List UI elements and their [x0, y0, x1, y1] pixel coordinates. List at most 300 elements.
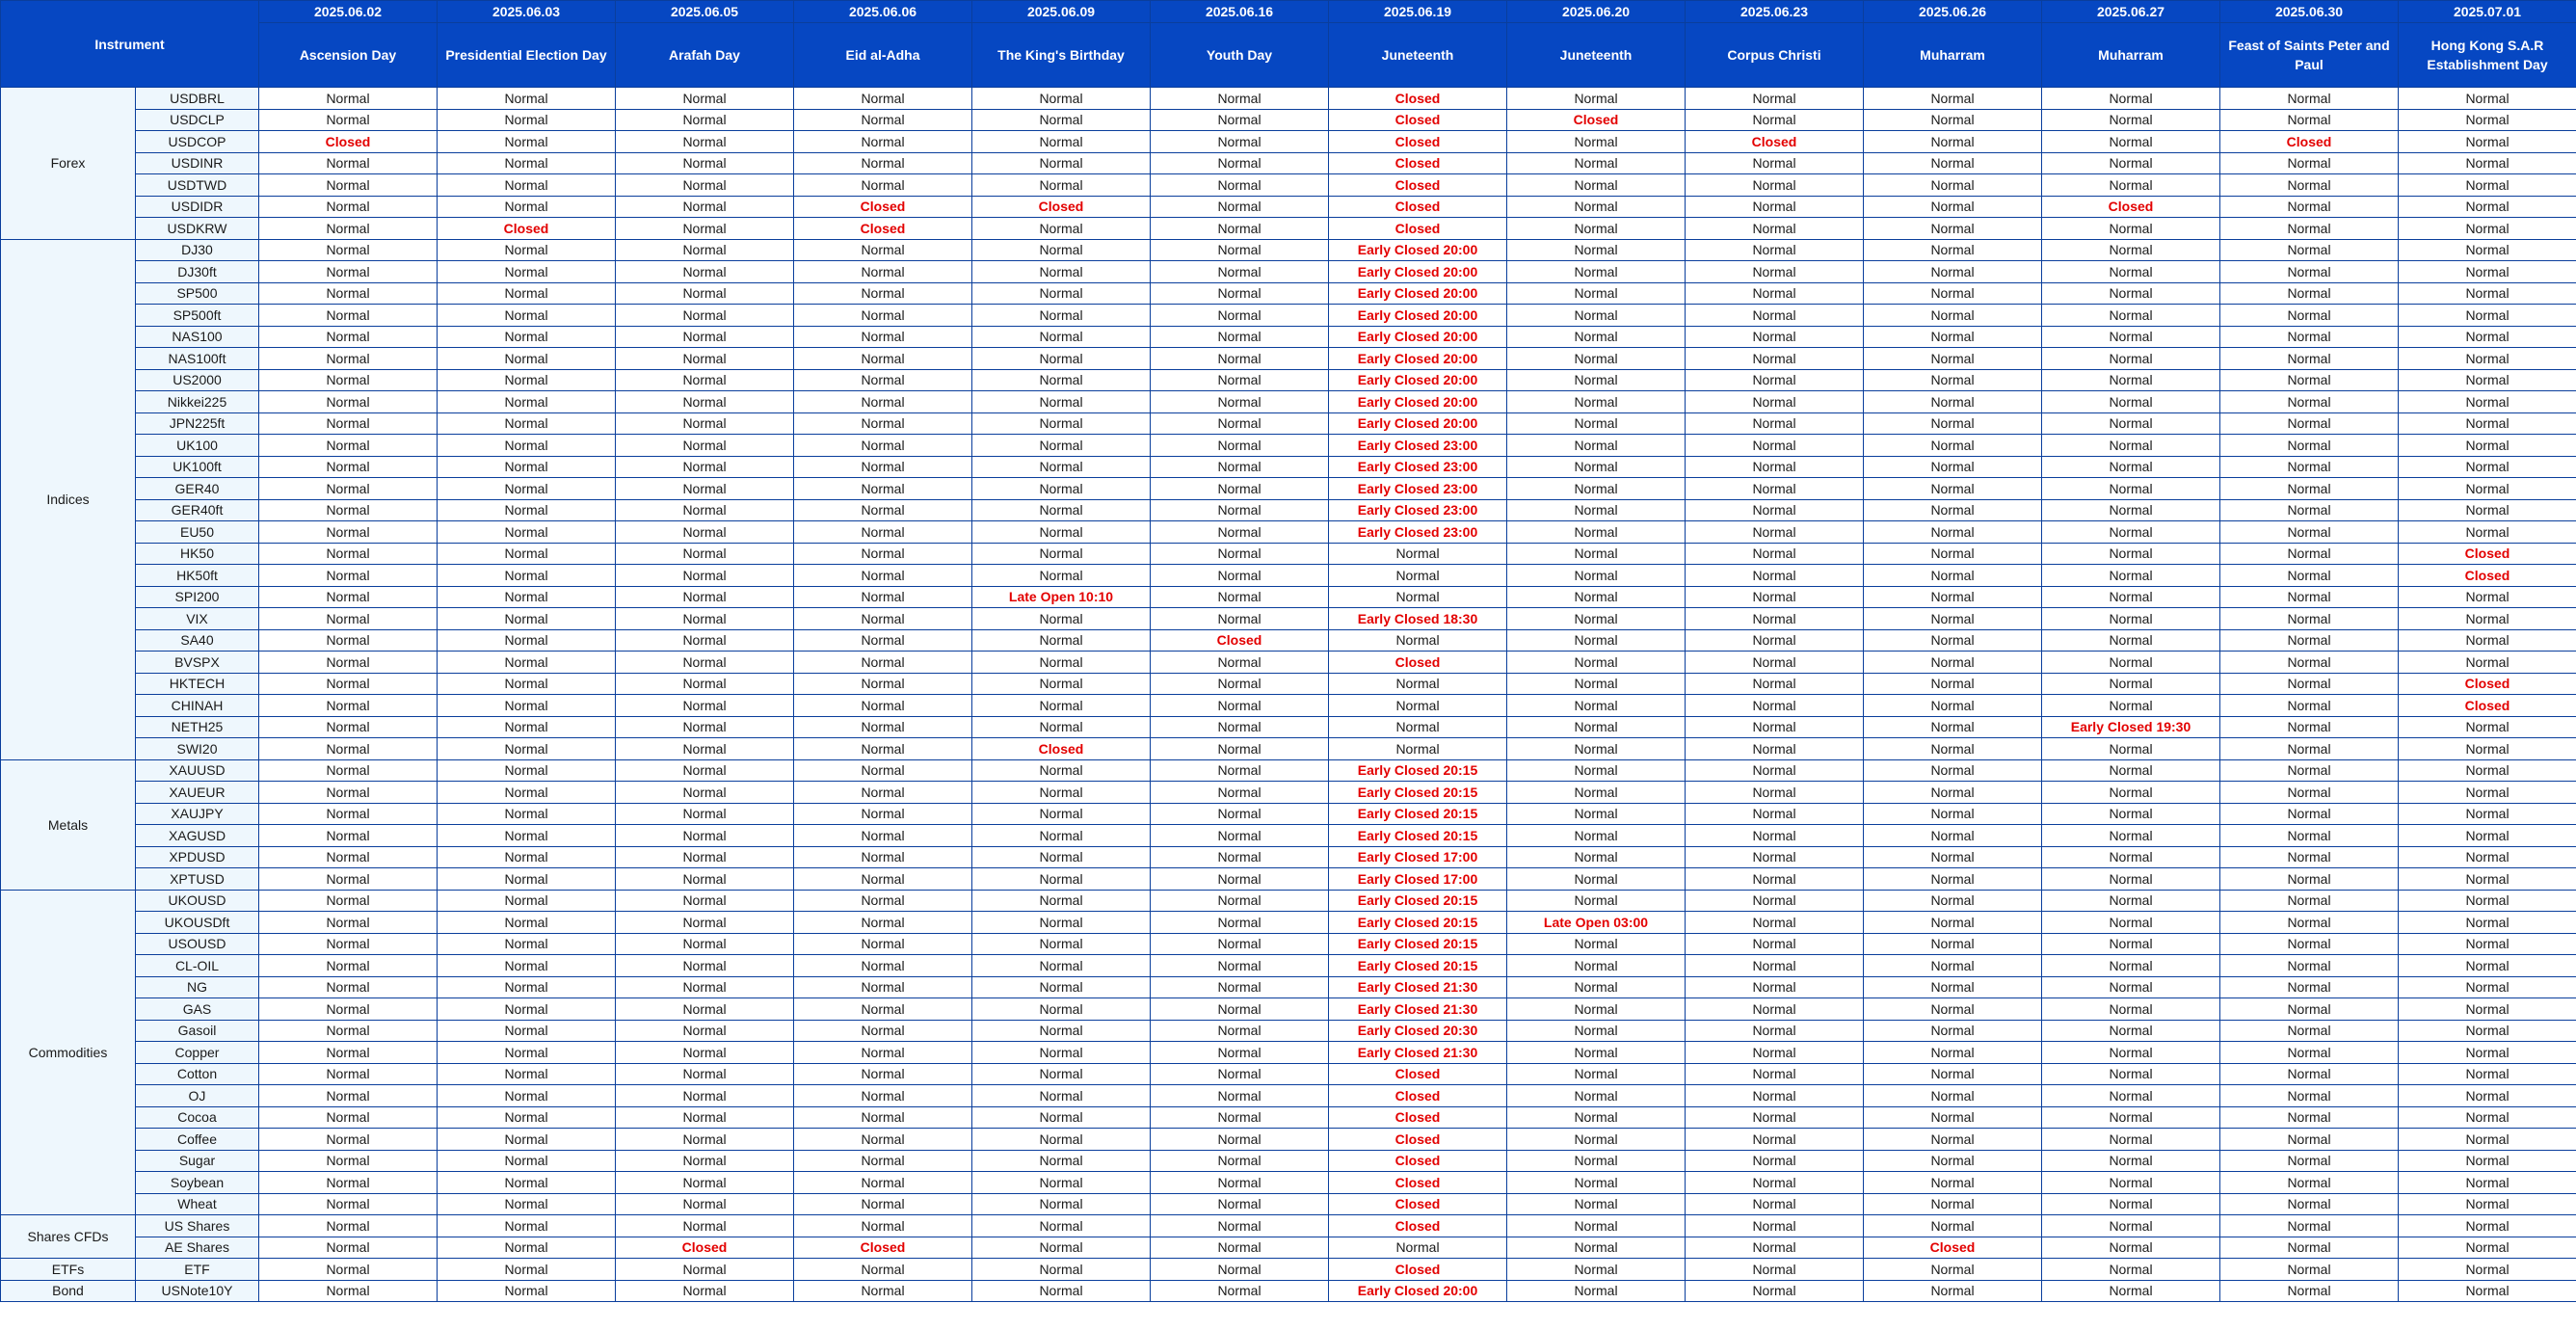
table-row	[1, 825, 2576, 847]
status-cell: Normal	[2399, 239, 2576, 261]
instrument-cell: VIX	[136, 608, 259, 630]
status-cell: Normal	[1686, 738, 1864, 760]
status-cell: Normal	[2220, 825, 2399, 847]
status-cell: Normal	[1507, 586, 1686, 608]
status-cell: Normal	[1864, 998, 2042, 1021]
status-cell: Normal	[1151, 109, 1329, 131]
status-cell: Normal	[2042, 1215, 2220, 1237]
date-header: 2025.07.01	[2399, 1, 2576, 23]
status-cell: Normal	[616, 196, 794, 218]
status-cell: Normal	[616, 759, 794, 782]
status-cell-alert: Early Closed 23:00	[1329, 435, 1507, 457]
status-cell: Normal	[2399, 435, 2576, 457]
status-cell: Normal	[1507, 955, 1686, 977]
status-cell: Normal	[1864, 499, 2042, 521]
instrument-cell: GER40	[136, 478, 259, 500]
status-cell: Normal	[1864, 652, 2042, 674]
status-cell: Normal	[1151, 759, 1329, 782]
status-cell: Normal	[1151, 305, 1329, 327]
status-cell: Normal	[2399, 348, 2576, 370]
instrument-cell: SPI200	[136, 586, 259, 608]
status-cell-alert: Closed	[2042, 196, 2220, 218]
status-cell-alert: Early Closed 21:30	[1329, 998, 1507, 1021]
status-cell: Normal	[259, 1129, 438, 1151]
status-cell: Normal	[2220, 759, 2399, 782]
status-cell: Normal	[2220, 1259, 2399, 1281]
status-cell: Normal	[794, 1150, 972, 1172]
table-row	[1, 218, 2576, 240]
status-cell: Normal	[1507, 305, 1686, 327]
category-label: Forex	[1, 88, 136, 240]
status-cell: Normal	[2042, 174, 2220, 197]
status-cell: Normal	[794, 152, 972, 174]
status-cell: Normal	[1151, 846, 1329, 868]
status-cell: Normal	[1151, 803, 1329, 825]
status-cell: Normal	[972, 912, 1151, 934]
status-cell: Normal	[794, 1172, 972, 1194]
status-cell: Normal	[1507, 846, 1686, 868]
status-cell: Normal	[1864, 629, 2042, 652]
status-cell: Normal	[1864, 759, 2042, 782]
date-header: 2025.06.30	[2220, 1, 2399, 23]
status-cell: Normal	[2042, 652, 2220, 674]
status-cell: Normal	[1151, 499, 1329, 521]
status-cell: Normal	[616, 933, 794, 955]
status-cell: Normal	[1686, 1020, 1864, 1042]
status-cell-alert: Early Closed 18:30	[1329, 608, 1507, 630]
status-cell: Normal	[2220, 782, 2399, 804]
status-cell: Normal	[2220, 652, 2399, 674]
status-cell: Normal	[1507, 1172, 1686, 1194]
status-cell: Normal	[259, 1020, 438, 1042]
status-cell: Normal	[2042, 261, 2220, 283]
status-cell: Normal	[2042, 456, 2220, 478]
date-header: 2025.06.09	[972, 1, 1151, 23]
status-cell: Normal	[438, 412, 616, 435]
status-cell-alert: Closed	[1329, 1172, 1507, 1194]
status-cell: Normal	[1151, 174, 1329, 197]
status-cell: Normal	[1329, 716, 1507, 738]
status-cell: Normal	[1151, 435, 1329, 457]
status-cell: Normal	[1507, 1150, 1686, 1172]
table-row	[1, 348, 2576, 370]
status-cell: Normal	[616, 499, 794, 521]
status-cell: Normal	[1686, 478, 1864, 500]
status-cell: Normal	[1686, 412, 1864, 435]
status-cell: Normal	[1507, 456, 1686, 478]
status-cell: Normal	[794, 478, 972, 500]
status-cell: Normal	[259, 109, 438, 131]
status-cell: Normal	[1507, 1020, 1686, 1042]
status-cell: Normal	[1507, 629, 1686, 652]
status-cell: Normal	[794, 1042, 972, 1064]
status-cell-alert: Closed	[1329, 1215, 1507, 1237]
status-cell: Normal	[794, 1106, 972, 1129]
status-cell: Normal	[2220, 499, 2399, 521]
status-cell: Normal	[616, 348, 794, 370]
status-cell: Normal	[1864, 890, 2042, 912]
status-cell: Normal	[1864, 1106, 2042, 1129]
date-header: 2025.06.06	[794, 1, 972, 23]
status-cell: Normal	[259, 738, 438, 760]
status-cell: Normal	[972, 1237, 1151, 1259]
status-cell: Normal	[2220, 912, 2399, 934]
status-cell: Normal	[259, 955, 438, 977]
table-row	[1, 131, 2576, 153]
status-cell: Normal	[794, 846, 972, 868]
status-cell: Normal	[972, 348, 1151, 370]
status-cell-alert: Closed	[616, 1237, 794, 1259]
status-cell: Normal	[1507, 652, 1686, 674]
status-cell: Normal	[438, 131, 616, 153]
status-cell: Normal	[2399, 1063, 2576, 1085]
status-cell: Normal	[616, 1172, 794, 1194]
status-cell: Normal	[438, 282, 616, 305]
status-cell: Normal	[259, 348, 438, 370]
category-label: Bond	[1, 1280, 136, 1302]
status-cell: Normal	[972, 1020, 1151, 1042]
status-cell: Normal	[616, 803, 794, 825]
status-cell: Normal	[972, 673, 1151, 695]
status-cell: Normal	[2220, 261, 2399, 283]
status-cell: Normal	[2220, 890, 2399, 912]
status-cell: Normal	[1686, 673, 1864, 695]
status-cell: Normal	[259, 261, 438, 283]
status-cell: Normal	[616, 608, 794, 630]
status-cell: Normal	[2399, 1150, 2576, 1172]
status-cell: Normal	[2042, 1237, 2220, 1259]
instrument-cell: CL-OIL	[136, 955, 259, 977]
status-cell: Normal	[2399, 608, 2576, 630]
status-cell: Normal	[1686, 716, 1864, 738]
instrument-cell: ETF	[136, 1259, 259, 1281]
status-cell: Normal	[2220, 196, 2399, 218]
status-cell: Normal	[1864, 326, 2042, 348]
status-cell: Normal	[1151, 1150, 1329, 1172]
holiday-header: Juneteenth	[1507, 23, 1686, 88]
status-cell: Normal	[438, 586, 616, 608]
instrument-cell: XAGUSD	[136, 825, 259, 847]
status-cell: Normal	[972, 759, 1151, 782]
status-cell: Normal	[972, 1150, 1151, 1172]
holiday-header: Presidential Election Day	[438, 23, 616, 88]
status-cell: Normal	[2042, 239, 2220, 261]
status-cell-alert: Closed	[1864, 1237, 2042, 1259]
status-cell: Normal	[2042, 846, 2220, 868]
status-cell: Normal	[2399, 88, 2576, 110]
status-cell: Normal	[1864, 435, 2042, 457]
status-cell: Normal	[1686, 109, 1864, 131]
table-row	[1, 152, 2576, 174]
status-cell: Normal	[794, 435, 972, 457]
status-cell: Normal	[1151, 1280, 1329, 1302]
status-cell: Normal	[1864, 1063, 2042, 1085]
status-cell: Normal	[1686, 521, 1864, 544]
table-row	[1, 1280, 2576, 1302]
status-cell: Normal	[2042, 1020, 2220, 1042]
status-cell-alert: Closed	[972, 738, 1151, 760]
status-cell: Normal	[1864, 218, 2042, 240]
status-cell-alert: Early Closed 20:00	[1329, 348, 1507, 370]
status-cell: Normal	[972, 478, 1151, 500]
table-row	[1, 456, 2576, 478]
status-cell: Normal	[1151, 1237, 1329, 1259]
status-cell: Normal	[438, 543, 616, 565]
category-label: Commodities	[1, 890, 136, 1215]
status-cell: Normal	[259, 1215, 438, 1237]
status-cell: Normal	[2399, 652, 2576, 674]
status-cell: Normal	[438, 933, 616, 955]
status-cell: Normal	[1329, 695, 1507, 717]
status-cell: Normal	[2220, 1215, 2399, 1237]
status-cell: Normal	[616, 1150, 794, 1172]
holiday-header: The King's Birthday	[972, 23, 1151, 88]
status-cell: Normal	[616, 239, 794, 261]
status-cell: Normal	[259, 174, 438, 197]
instrument-cell: USDBRL	[136, 88, 259, 110]
status-cell: Normal	[1329, 629, 1507, 652]
status-cell: Normal	[2399, 998, 2576, 1021]
status-cell: Normal	[2220, 1085, 2399, 1107]
status-cell: Normal	[438, 759, 616, 782]
status-cell: Normal	[2220, 305, 2399, 327]
status-cell-alert: Closed	[1329, 109, 1507, 131]
status-cell: Normal	[259, 152, 438, 174]
status-cell: Normal	[972, 955, 1151, 977]
status-cell: Normal	[2042, 673, 2220, 695]
instrument-cell: XAUUSD	[136, 759, 259, 782]
status-cell: Normal	[794, 174, 972, 197]
status-cell: Normal	[1686, 912, 1864, 934]
status-cell: Normal	[1864, 196, 2042, 218]
table-row	[1, 629, 2576, 652]
table-row	[1, 695, 2576, 717]
status-cell: Normal	[2220, 348, 2399, 370]
status-cell: Normal	[1507, 673, 1686, 695]
status-cell: Normal	[1151, 933, 1329, 955]
status-cell: Normal	[1507, 282, 1686, 305]
status-cell: Normal	[1507, 218, 1686, 240]
table-row	[1, 1215, 2576, 1237]
table-row	[1, 543, 2576, 565]
table-row	[1, 478, 2576, 500]
instrument-cell: XAUEUR	[136, 782, 259, 804]
table-row	[1, 1259, 2576, 1281]
status-cell: Normal	[1151, 565, 1329, 587]
status-cell: Normal	[2399, 1215, 2576, 1237]
status-cell: Normal	[2399, 825, 2576, 847]
status-cell-alert: Early Closed 20:15	[1329, 803, 1507, 825]
status-cell: Normal	[1507, 478, 1686, 500]
instrument-cell: USDCOP	[136, 131, 259, 153]
status-cell-alert: Closed	[2220, 131, 2399, 153]
status-cell: Normal	[2399, 846, 2576, 868]
status-cell: Normal	[794, 543, 972, 565]
status-cell: Normal	[1507, 412, 1686, 435]
status-cell: Normal	[259, 825, 438, 847]
status-cell: Normal	[972, 652, 1151, 674]
status-cell: Normal	[438, 890, 616, 912]
status-cell: Normal	[972, 629, 1151, 652]
status-cell: Normal	[259, 196, 438, 218]
status-cell: Normal	[1507, 933, 1686, 955]
status-cell: Normal	[438, 88, 616, 110]
status-cell: Normal	[794, 109, 972, 131]
status-cell: Normal	[1329, 586, 1507, 608]
status-cell: Normal	[616, 955, 794, 977]
status-cell-alert: Early Closed 19:30	[2042, 716, 2220, 738]
status-cell: Normal	[794, 586, 972, 608]
status-cell: Normal	[1686, 1085, 1864, 1107]
status-cell: Normal	[438, 1172, 616, 1194]
status-cell: Normal	[794, 1259, 972, 1281]
status-cell-alert: Closed	[1329, 1193, 1507, 1215]
status-cell: Normal	[1686, 1237, 1864, 1259]
status-cell-alert: Closed	[1329, 218, 1507, 240]
status-cell: Normal	[616, 586, 794, 608]
table-row	[1, 652, 2576, 674]
status-cell: Normal	[259, 412, 438, 435]
table-row	[1, 326, 2576, 348]
date-header: 2025.06.20	[1507, 1, 1686, 23]
status-cell: Normal	[2042, 565, 2220, 587]
status-cell: Normal	[1686, 933, 1864, 955]
status-cell: Normal	[972, 521, 1151, 544]
status-cell: Normal	[2042, 1085, 2220, 1107]
status-cell: Normal	[1864, 521, 2042, 544]
status-cell-alert: Closed	[1151, 629, 1329, 652]
table-row	[1, 196, 2576, 218]
status-cell: Normal	[616, 391, 794, 413]
instrument-cell: UK100	[136, 435, 259, 457]
status-cell: Normal	[1507, 499, 1686, 521]
date-header: 2025.06.05	[616, 1, 794, 23]
status-cell: Normal	[1151, 1172, 1329, 1194]
status-cell: Normal	[972, 326, 1151, 348]
instrument-cell: SP500	[136, 282, 259, 305]
status-cell: Normal	[1507, 348, 1686, 370]
status-cell: Normal	[1686, 88, 1864, 110]
table-row	[1, 782, 2576, 804]
table-row	[1, 673, 2576, 695]
status-cell-alert: Early Closed 21:30	[1329, 1042, 1507, 1064]
holiday-header: Muharram	[1864, 23, 2042, 88]
status-cell: Normal	[1686, 1215, 1864, 1237]
status-cell: Normal	[1864, 976, 2042, 998]
status-cell: Normal	[1864, 1042, 2042, 1064]
table-row	[1, 1129, 2576, 1151]
date-header: 2025.06.02	[259, 1, 438, 23]
status-cell: Normal	[1151, 391, 1329, 413]
table-row	[1, 1193, 2576, 1215]
status-cell: Normal	[972, 391, 1151, 413]
status-cell: Normal	[259, 695, 438, 717]
instrument-cell: CHINAH	[136, 695, 259, 717]
status-cell: Normal	[972, 174, 1151, 197]
status-cell: Normal	[1507, 391, 1686, 413]
status-cell: Normal	[2399, 305, 2576, 327]
status-cell: Normal	[1686, 1106, 1864, 1129]
status-cell: Normal	[2399, 955, 2576, 977]
instrument-cell: Soybean	[136, 1172, 259, 1194]
status-cell: Normal	[2399, 391, 2576, 413]
status-cell: Normal	[259, 218, 438, 240]
status-cell: Normal	[972, 976, 1151, 998]
status-cell-alert: Closed	[1329, 1063, 1507, 1085]
status-cell-alert: Closed	[259, 131, 438, 153]
status-cell: Normal	[794, 305, 972, 327]
status-cell: Normal	[1864, 88, 2042, 110]
status-cell: Normal	[1864, 695, 2042, 717]
status-cell: Normal	[2399, 131, 2576, 153]
status-cell: Normal	[1686, 435, 1864, 457]
status-cell: Normal	[2042, 1063, 2220, 1085]
status-cell: Normal	[438, 695, 616, 717]
status-cell: Normal	[794, 759, 972, 782]
instrument-cell: USDCLP	[136, 109, 259, 131]
status-cell: Normal	[2399, 1106, 2576, 1129]
status-cell-alert: Closed	[794, 196, 972, 218]
status-cell: Normal	[2399, 782, 2576, 804]
status-cell: Normal	[1151, 218, 1329, 240]
status-cell: Normal	[1864, 348, 2042, 370]
instrument-cell: DJ30ft	[136, 261, 259, 283]
status-cell: Normal	[1151, 282, 1329, 305]
status-cell: Normal	[2220, 1150, 2399, 1172]
status-cell: Normal	[438, 652, 616, 674]
status-cell: Normal	[1329, 1237, 1507, 1259]
status-cell: Normal	[438, 998, 616, 1021]
status-cell: Normal	[1507, 716, 1686, 738]
status-cell: Normal	[2220, 1237, 2399, 1259]
status-cell: Normal	[794, 825, 972, 847]
status-cell: Normal	[438, 976, 616, 998]
status-cell: Normal	[1686, 499, 1864, 521]
status-cell: Normal	[972, 868, 1151, 891]
status-cell: Normal	[1507, 1280, 1686, 1302]
status-cell: Normal	[616, 109, 794, 131]
status-cell: Normal	[794, 716, 972, 738]
instrument-cell: SWI20	[136, 738, 259, 760]
status-cell-alert: Closed	[438, 218, 616, 240]
status-cell: Normal	[616, 1063, 794, 1085]
status-cell: Normal	[616, 412, 794, 435]
status-cell: Normal	[1686, 391, 1864, 413]
status-cell: Normal	[1507, 1063, 1686, 1085]
status-cell: Normal	[2220, 673, 2399, 695]
status-cell: Normal	[438, 1106, 616, 1129]
instrument-cell: Coffee	[136, 1129, 259, 1151]
status-cell: Normal	[1507, 1042, 1686, 1064]
status-cell: Normal	[1864, 282, 2042, 305]
status-cell: Normal	[438, 608, 616, 630]
status-cell: Normal	[2042, 1042, 2220, 1064]
status-cell: Normal	[1686, 976, 1864, 998]
status-cell: Normal	[794, 239, 972, 261]
status-cell: Normal	[1507, 1085, 1686, 1107]
table-row	[1, 521, 2576, 544]
status-cell-alert: Early Closed 17:00	[1329, 868, 1507, 891]
status-cell: Normal	[972, 239, 1151, 261]
status-cell: Normal	[972, 825, 1151, 847]
status-cell: Normal	[2042, 759, 2220, 782]
status-cell: Normal	[616, 1042, 794, 1064]
status-cell: Normal	[1151, 1042, 1329, 1064]
status-cell: Normal	[1507, 738, 1686, 760]
status-cell: Normal	[1507, 521, 1686, 544]
instrument-cell: OJ	[136, 1085, 259, 1107]
status-cell: Normal	[259, 976, 438, 998]
